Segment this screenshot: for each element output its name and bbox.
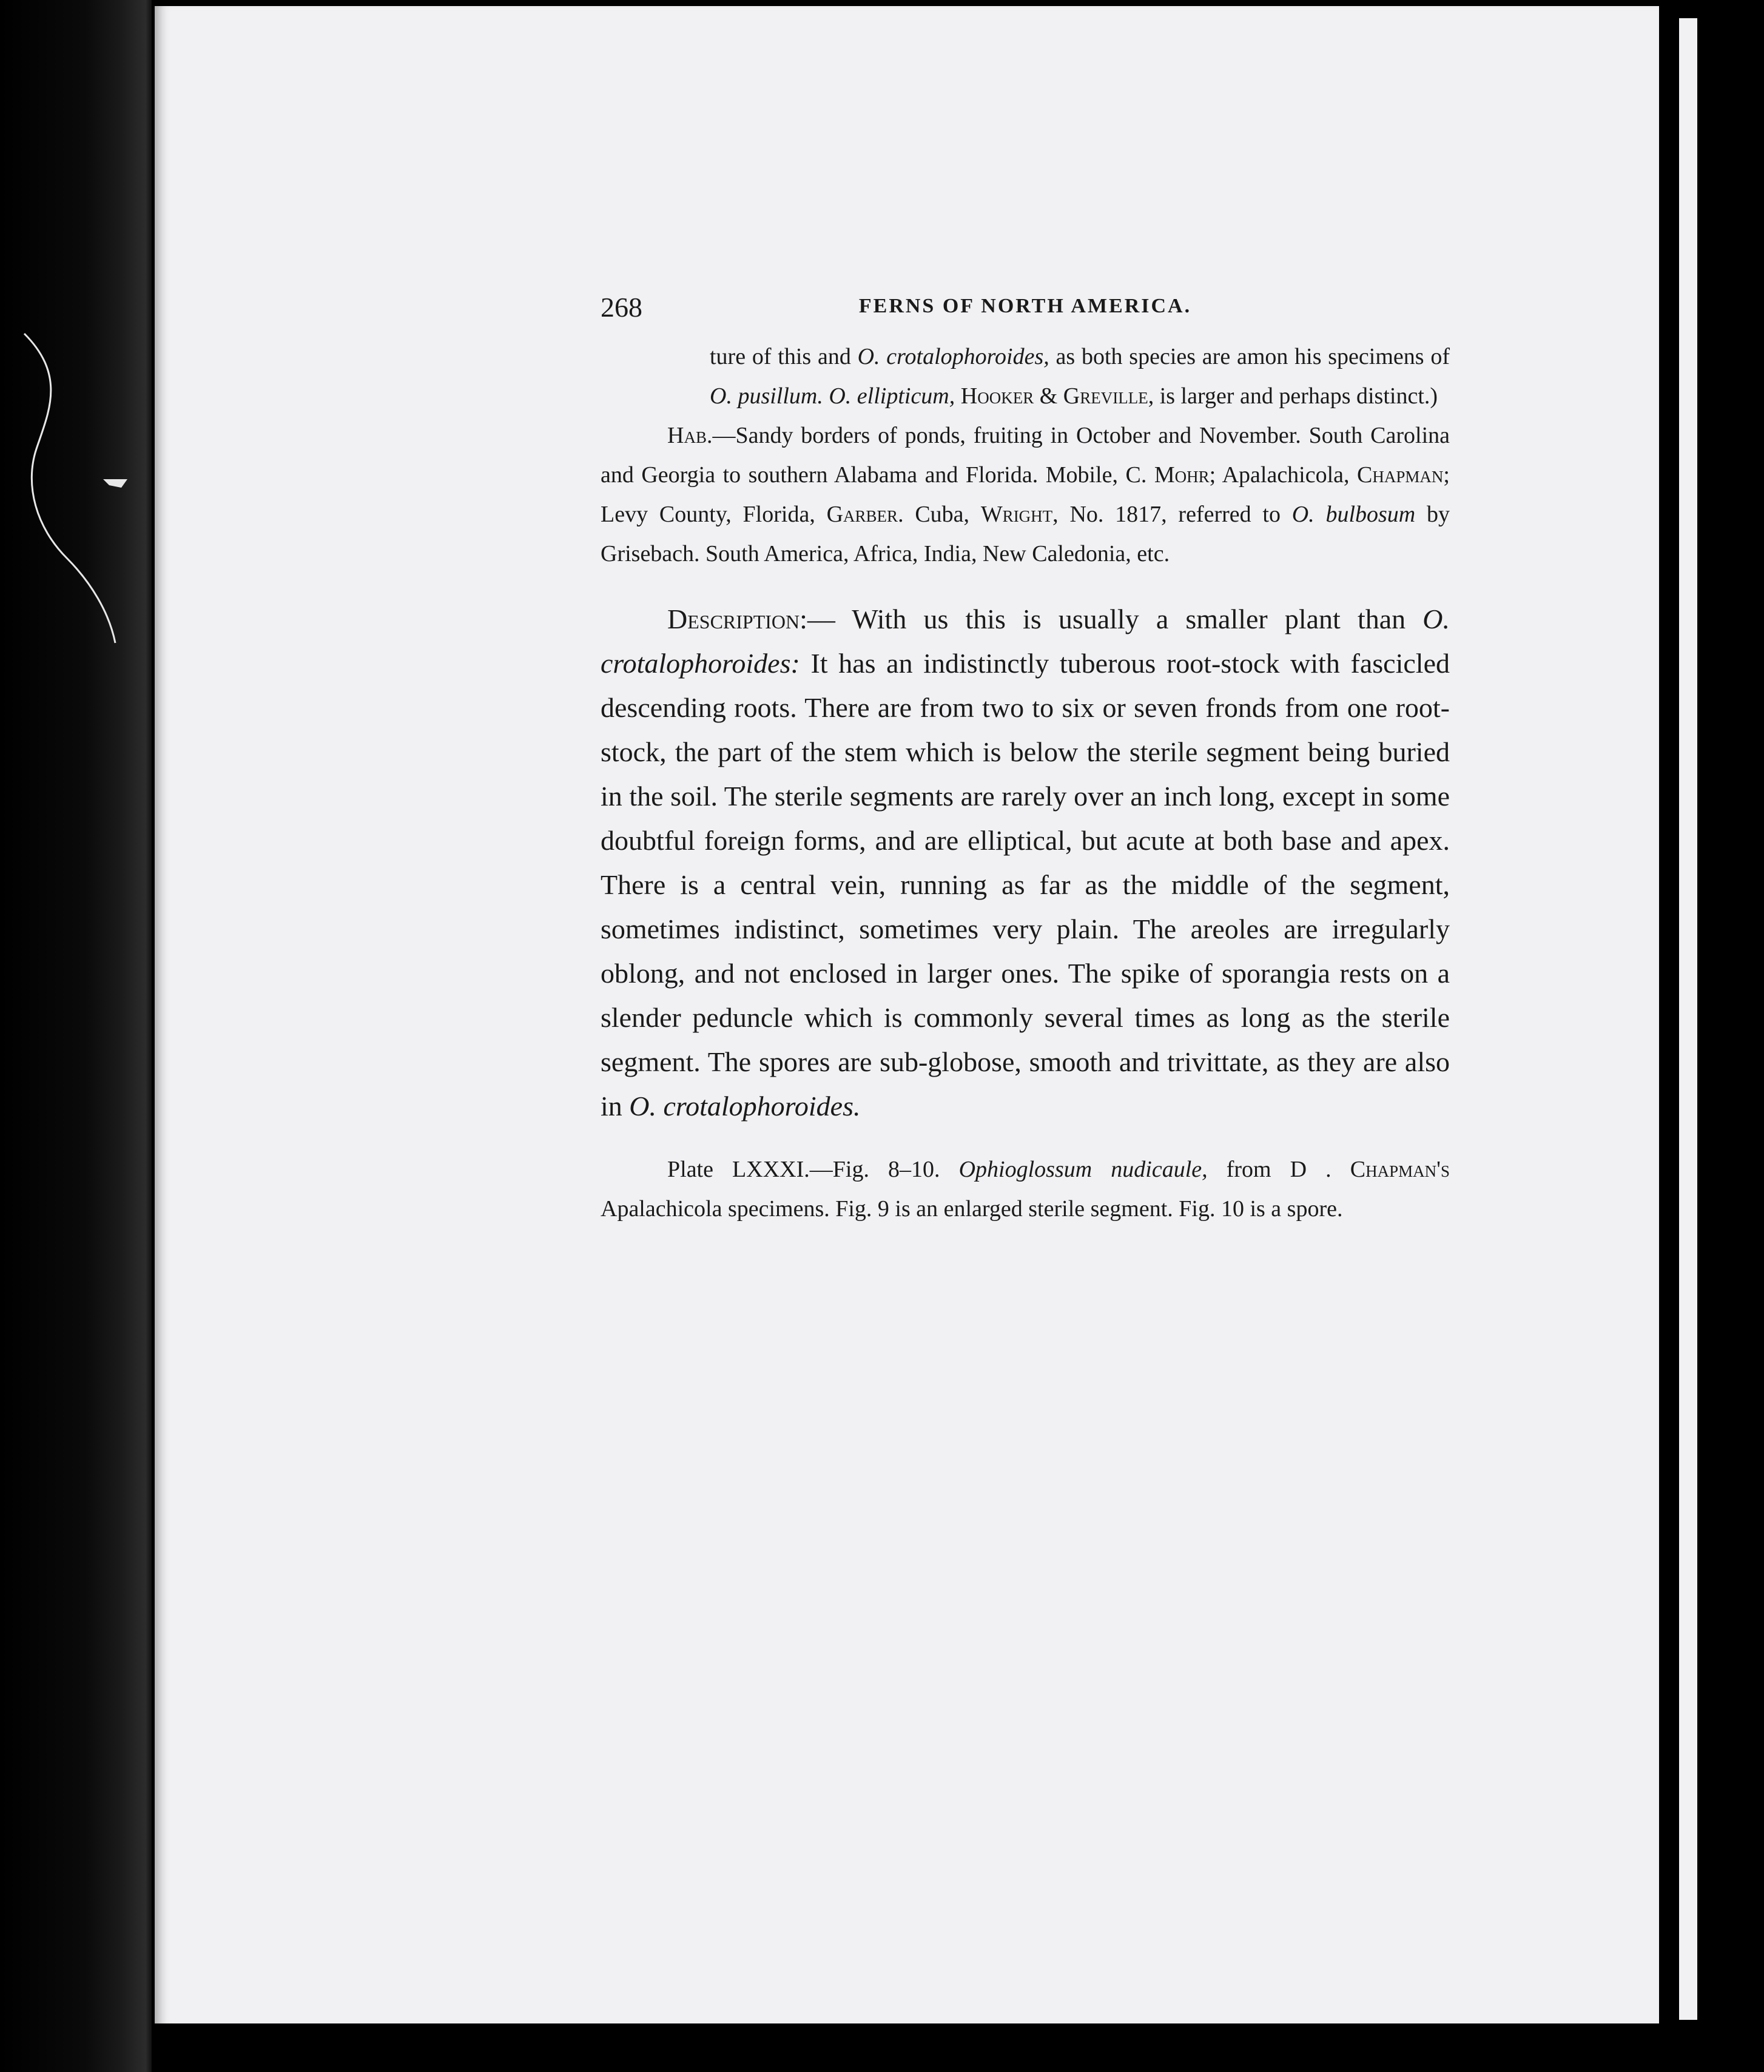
description-label: Description (667, 604, 800, 634)
text-run: ture of this and (710, 344, 858, 369)
author-name: Hooker (960, 383, 1034, 409)
text-run: ; Apalachicola, (1209, 462, 1358, 488)
collector-name: Mohr (1154, 462, 1210, 488)
description-paragraph (601, 597, 1450, 1128)
text-run (955, 383, 961, 409)
text-run: & (1034, 383, 1063, 409)
plate-caption (601, 1150, 1450, 1229)
text-run: It has an indistinctly tuberous root-stock with fascicled descending roots. There are from two to six or seven fronds from one root-stock, the part of the stem which is below the sterile segment being buried in the soil. The sterile segments are rarely over an inch long, except in some doubtful foreign forms, and are elliptical, but acute at both base and apex. There is a central vein, running as far as the middle of the segment, sometimes indistinct, sometimes very plain. The areoles are irregularly oblong, and not enclosed in larger ones. The spike of sporangia rests on a slender peduncle which is commonly several times as long as the sterile segment. The spores are sub-globose, smooth and trivittate, as they are also in (601, 648, 1450, 1122)
text-run: Apalachicola specimens. Fig. 9 is an enlarged sterile segment. Fig. 10 is a spore. (601, 1196, 1343, 1222)
text-run: —Sandy borders of ponds, fruiting in October and November. South Carolina and Georgia to southern Alabama and Florida. Mobile, C. (601, 423, 1450, 488)
collector-name: Chapman's (1350, 1157, 1450, 1182)
habitat-paragraph (601, 416, 1450, 574)
next-page-edge (1679, 18, 1697, 2020)
species-name: O. bulbosum (1291, 502, 1416, 527)
species-name: O. crotalophoroides: (601, 604, 1450, 679)
text-run: from D . (1207, 1157, 1350, 1182)
bottom-dark-margin (152, 2023, 1680, 2072)
species-name: O. pusillum. O. ellipticum, (710, 383, 955, 409)
book-binding-edge (0, 0, 152, 2072)
collector-name: Garber (826, 502, 898, 527)
text-run: , No. 1817, referred to (1052, 502, 1292, 527)
text-run: , is larger and perhaps distinct.) (1148, 383, 1438, 409)
binding-thread (12, 328, 133, 691)
text-run: by Grisebach. South America, Africa, India, New Caledonia, etc. (601, 502, 1450, 567)
page-header (601, 291, 1450, 328)
habitat-label: Hab. (667, 423, 713, 448)
text-run: Plate LXXXI.—Fig. 8–10. (667, 1157, 959, 1182)
species-name: O. crotalophoroides, (857, 344, 1049, 369)
text-run: :— With us this is usually a smaller plant than (800, 604, 1423, 634)
running-head: FERNS OF NORTH AMERICA. (858, 295, 1192, 317)
species-name: O. crotalophoroides. (629, 1091, 861, 1122)
species-name: Ophioglossum nudicaule, (958, 1157, 1208, 1182)
text-run: as both species are amon his specimens of (1049, 344, 1450, 369)
collector-name: Chapman (1357, 462, 1444, 488)
text-run: ; Levy County, Florida, (601, 462, 1450, 527)
collector-name: Wright (980, 502, 1053, 527)
continuation-paragraph (601, 337, 1450, 416)
author-name: Greville (1063, 383, 1148, 409)
page-text (601, 291, 1450, 1229)
text-run: . Cuba, (898, 502, 981, 527)
page-number: 268 (601, 292, 642, 323)
